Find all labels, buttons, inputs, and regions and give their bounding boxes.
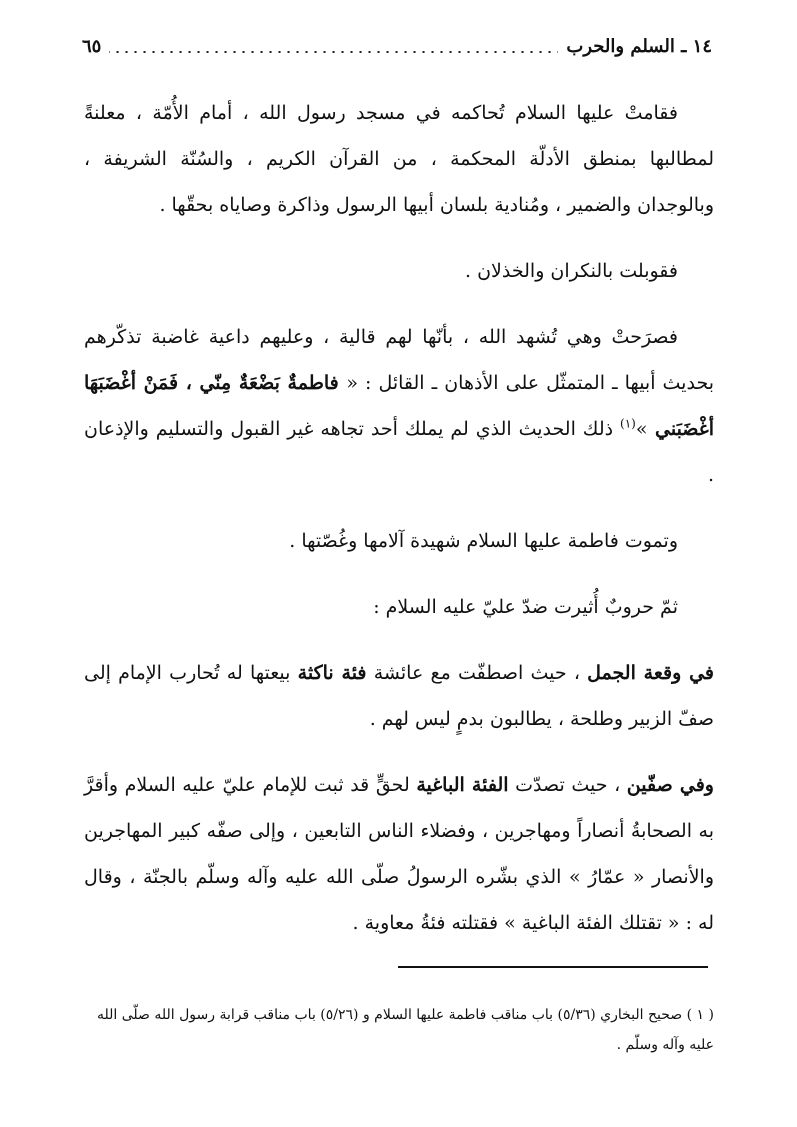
paragraph-3-rest: ذلك الحديث الذي لم يملك أحد تجاهه غير القبول والتسليم والإذعان . [84,418,714,486]
quote-close: » [635,418,648,440]
paragraph-7 [84,762,714,946]
hadith-quote: فاطمةٌ بَضْعَةٌ مِنّي ، فَمَنْ أغْضَبَهَا أغْضَبَني [84,372,715,440]
footnote: ( ١ ) صحيح البخاري (٥/٣٦) باب مناقب فاطمة عليها السلام و (٥/٢٦) باب مناقب قرابة رسول الله صلّى الله عليه وآله وسلّم . [96,1007,714,1053]
battle-jamal-heading: في وقعة الجمل [587,662,714,684]
page-number: ٦٥ [82,35,102,57]
battle-siffin-heading: وفي صفّين [626,774,714,796]
running-header [82,28,712,64]
paragraph-2: فقوبلت بالنكران والخذلان . [465,260,678,282]
main-text [84,90,714,946]
chapter-title: ١٤ ـ السلم والحرب [566,35,712,57]
paragraph-6-part-b: بيعتها له تُحارب الإمام إلى صفّ الزبير وطلحة ، يطالبون بدمٍ ليس لهم . [84,662,714,730]
nakitha-group-term: فئة ناكثة [297,662,367,684]
paragraph-1: فقامتْ عليها السلام تُحاكمه في مسجد رسول الله ، أمام الأُمّة ، معلنةً لمطالبها بمنطق الأدلّة المحكمة ، من القرآن الكريم ، والسُنّة الشريفة ، وبالوجدان والضمير ، ومُنادية بلسان أبيها الرسول وذاكرة وصاياه بحقّها . [84,102,714,216]
paragraph-5: ثمّ حروبٌ أُثيرت ضدّ عليّ عليه السلام : [373,596,678,618]
paragraph-4: وتموت فاطمة عليها السلام شهيدة آلامها وغُصّتها . [289,530,678,552]
paragraph-6-part-a: ، حيث اصطفّت مع عائشة [366,662,588,684]
paragraph-6 [84,650,714,742]
paragraph-3 [84,314,714,498]
paragraph-3-intro: فصرَحتْ وهي تُشهد الله ، بأنّها لهم قالية ، وعليهم داعية غاضبة تذكّرهم بحديث أبيها ـ المتمثّل على الأذهان ـ القائل : « [84,326,714,394]
leader-dots [109,51,558,53]
footnote-marker: (١) [620,416,636,431]
paragraph-7-part-b: لحقٍّ قد ثبت للإمام عليّ عليه السلام وأقرَّ به الصحابةُ أنصاراً ومهاجرين ، وفضلاء الناس التابعين ، وإلى صفّه كبير المهاجرين والأنصار « عمّارُ » الذي بشّره الرسولُ صلّى الله عليه وآله وسلّم بالجنّة ، وقال له : « تقتلك الفئة الباغية » فقتلته فئةُ معاوية . [84,774,714,934]
baghiya-group-term: الفئة الباغية [416,774,509,796]
footnote-separator [398,966,708,968]
paragraph-7-part-a: ، حيث تصدّت [508,774,627,796]
